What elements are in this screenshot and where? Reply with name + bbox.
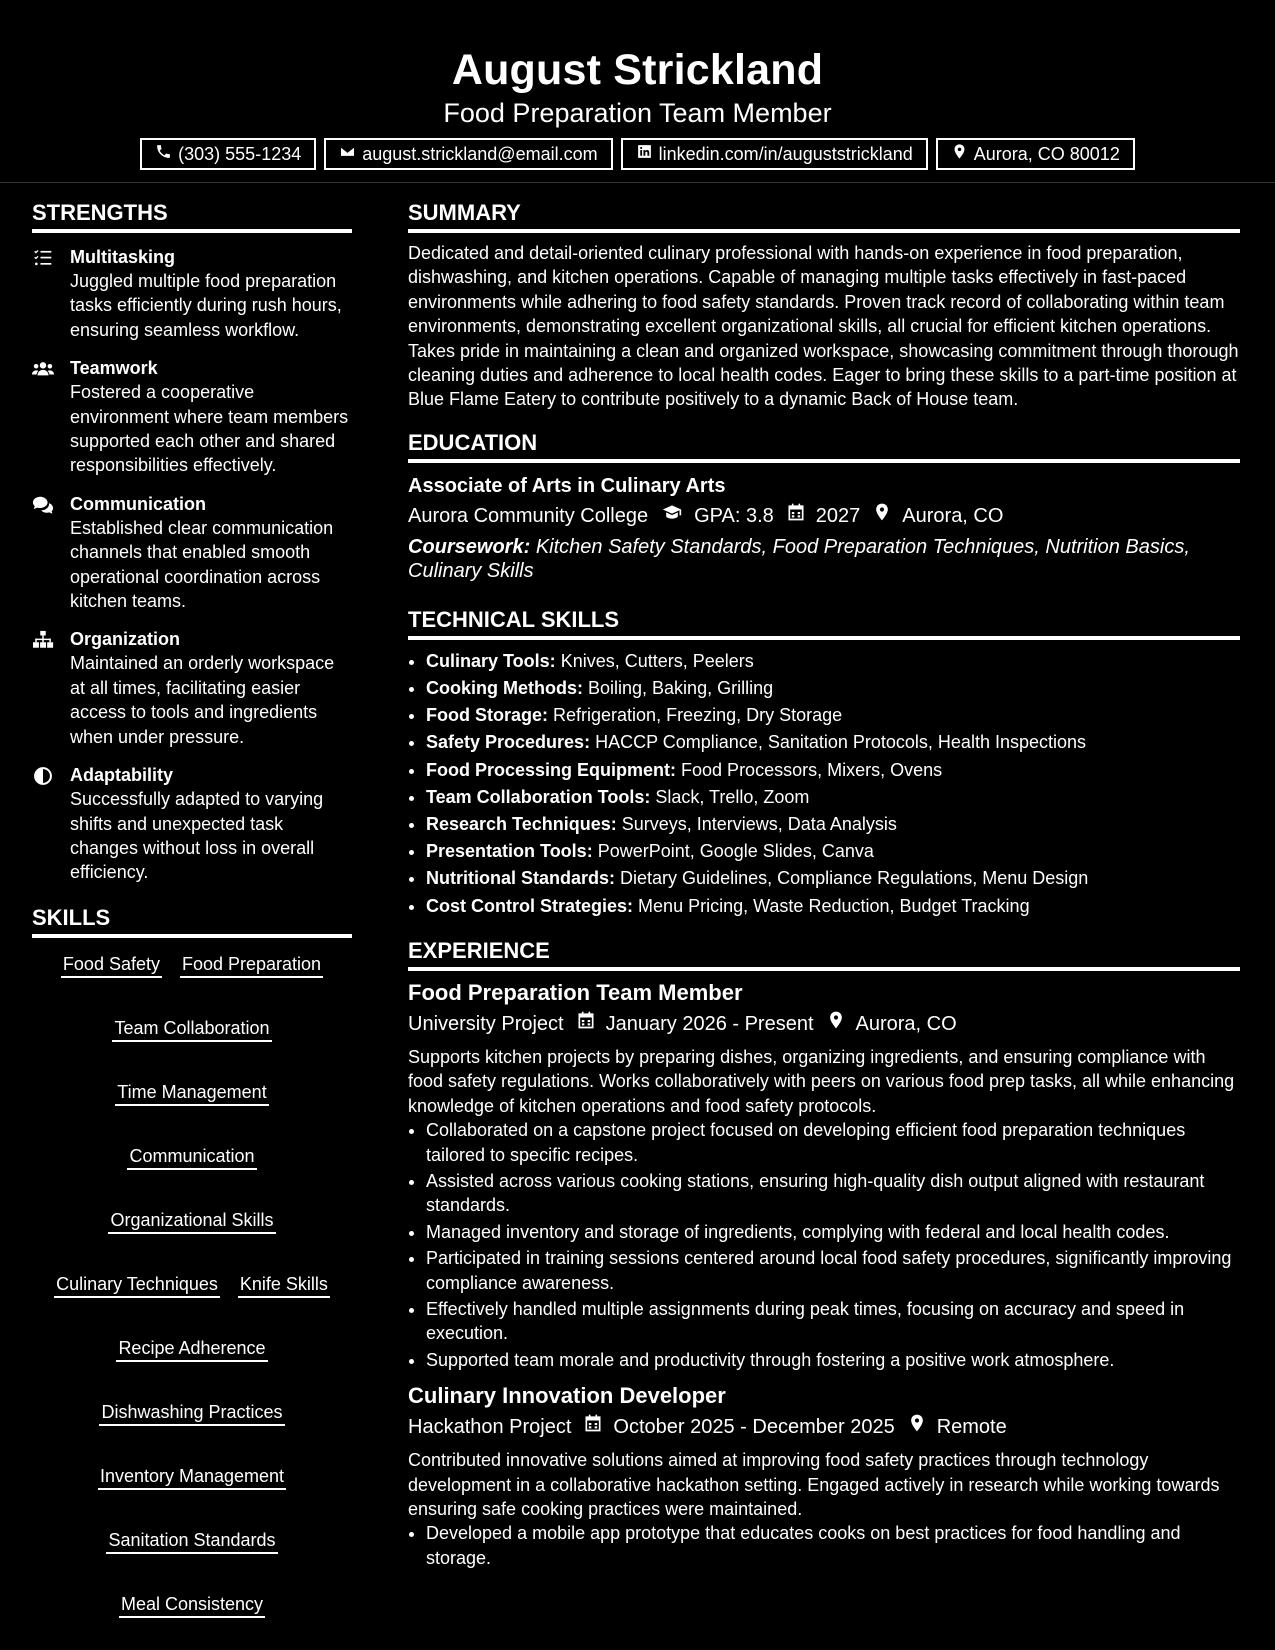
skill-tag: Dishwashing Practices (99, 1400, 284, 1426)
header-divider (0, 182, 1275, 183)
strength-title: Adaptability (70, 765, 174, 786)
skill-values: Slack, Trello, Zoom (655, 786, 810, 807)
skill-tag: Communication (127, 1144, 256, 1170)
skill-category: Cost Control Strategies: (426, 895, 634, 916)
contact-linkedin[interactable] (621, 138, 928, 170)
strengths-heading: STRENGTHS (32, 198, 352, 233)
skill-category: Research Techniques: (426, 814, 617, 835)
sitemap-icon (32, 627, 70, 749)
graduation-cap-icon (648, 501, 694, 531)
job-location: Aurora, CO (855, 1012, 957, 1035)
strength-item (32, 763, 352, 885)
summary-text: Dedicated and detail-oriented culinary professional with hands-on experience in food preparation, dishwashing, and kitchen operations. Capable of managing multiple tasks effectively in fast-paced environments while adhering to food safety standards. Proven track record of collaborating within team environments, demonstrating excellent organizational skills, all crucial for efficient kitchen operations. Takes pride in maintaining a clean and organized workspace, showcasing commitment through thorough cleaning duties and adherence to local health codes. Eager to bring these skills to a part-time position at Blue Flame Eatery to contribute positively to a dynamic Back of House team. (408, 243, 1239, 410)
skill-values: Surveys, Interviews, Data Analysis (621, 814, 897, 835)
location-icon (895, 1412, 937, 1442)
contact-location-text: Aurora, CO 80012 (973, 144, 1120, 164)
strength-item (32, 356, 352, 478)
strengths-list (32, 245, 352, 885)
list-item (426, 865, 1240, 892)
candidate-role: Food Preparation Team Member (443, 98, 832, 128)
skill-category: Presentation Tools: (426, 841, 593, 862)
strength-desc: Maintained an orderly workspace at all times, facilitating easier access to tools and ingredients when under pressure. (70, 653, 335, 747)
strength-title: Multitasking (70, 247, 176, 267)
candidate-name: August Strickland (451, 46, 824, 94)
skills-heading: SKILLS (32, 903, 352, 938)
checklist-icon (32, 245, 70, 342)
skill-category: Food Processing Equipment: (426, 759, 677, 780)
location-icon (951, 140, 968, 168)
users-icon (32, 356, 70, 478)
skill-values: PowerPoint, Google Slides, Canva (597, 841, 874, 862)
skill-category: Culinary Tools: (426, 650, 556, 671)
skill-tag: Team Collaboration (112, 1016, 271, 1042)
job-org: University Project (408, 1012, 564, 1035)
strength-desc: Juggled multiple food preparation tasks efficiently during rush hours, ensuring seamless workflow. (70, 271, 342, 340)
strength-title: Organization (70, 629, 181, 650)
skill-category: Safety Procedures: (426, 732, 591, 753)
skill-category: Cooking Methods: (426, 678, 583, 699)
job-entry (408, 979, 1240, 1372)
skills-tags (32, 952, 352, 1618)
list-item (426, 893, 1240, 920)
strength-desc: Fostered a cooperative environment where team members supported each other and shared responsibilities effectively. (70, 382, 349, 476)
email-icon (339, 140, 356, 168)
strength-desc: Established clear communication channels that enabled smooth operational coordination across kitchen teams. (70, 517, 334, 612)
skill-tag: Food Preparation (180, 952, 323, 978)
strength-desc: Successfully adapted to varying shifts and unexpected task changes without loss in overall efficiency. (70, 789, 324, 883)
coursework-list: Kitchen Safety Standards, Food Preparation Techniques, Nutrition Basics, Culinary Skills (408, 535, 1190, 582)
skill-tag: Knife Skills (238, 1272, 330, 1298)
skill-values: Knives, Cutters, Peelers (560, 650, 754, 671)
list-item: • Participated in training sessions centered around local food safety procedures, significantly improving compliance awareness. (426, 1246, 1240, 1295)
skill-values: Dietary Guidelines, Compliance Regulations, Menu Design (620, 868, 1089, 889)
strength-item (32, 492, 352, 614)
list-item (426, 784, 1240, 811)
job-title: Culinary Innovation Developer (408, 1383, 726, 1409)
skill-values: Refrigeration, Freezing, Dry Storage (553, 705, 843, 726)
calendar-icon (571, 1412, 613, 1442)
job-meta (408, 1412, 1240, 1442)
strength-item (32, 627, 352, 749)
education-gpa: GPA: 3.8 (694, 504, 774, 527)
contact-email-text: august.strickland@email.com (362, 144, 598, 164)
skill-values: Food Processors, Mixers, Ovens (681, 759, 943, 780)
skill-tag: Sanitation Standards (106, 1528, 277, 1554)
skill-tag: Food Safety (61, 952, 162, 978)
contact-location[interactable] (936, 138, 1135, 170)
skill-tag: Time Management (115, 1080, 268, 1106)
education-degree: Associate of Arts in Culinary Arts (408, 474, 726, 497)
calendar-icon (564, 1009, 606, 1039)
education-meta (408, 501, 1240, 531)
location-icon (860, 501, 902, 531)
technical-skills-heading: TECHNICAL SKILLS (408, 605, 1240, 640)
list-item (426, 702, 1240, 729)
job-location: Remote (936, 1416, 1007, 1439)
list-item: • Supported team morale and productivity through fostering a positive work atmosphere. (426, 1348, 1240, 1372)
calendar-icon (774, 501, 816, 531)
job-description: Contributed innovative solutions aimed at improving food safety practices through technology development in a collaborative hackathon setting. Engaged actively in research while working towards ensuring safe cooking practices were maintained. (408, 1450, 1220, 1519)
job-meta (408, 1009, 1240, 1039)
list-item: • Managed inventory and storage of ingredients, complying with federal and local health codes. (426, 1220, 1240, 1244)
list-item: • Assisted across various cooking stations, ensuring high-quality dish output aligned with restaurant standards. (426, 1169, 1240, 1218)
skill-values: HACCP Compliance, Sanitation Protocols, Health Inspections (595, 732, 1087, 753)
resume-header (0, 0, 1275, 183)
list-item (426, 675, 1240, 702)
list-item (426, 757, 1240, 784)
skill-values: Menu Pricing, Waste Reduction, Budget Tracking (638, 895, 1030, 916)
education-year: 2027 (815, 504, 861, 527)
skill-category: Food Storage: (426, 705, 548, 726)
job-dates: January 2026 - Present (605, 1012, 814, 1035)
education-location: Aurora, CO (902, 504, 1004, 527)
skill-values: Boiling, Baking, Grilling (588, 678, 774, 699)
education-heading: EDUCATION (408, 428, 1240, 463)
left-column (32, 198, 352, 1618)
job-bullets (408, 1521, 1240, 1570)
list-item: • Developed a mobile app prototype that educates cooks on best practices for food handling and storage. (426, 1521, 1240, 1570)
strength-title: Communication (70, 493, 207, 514)
list-item (426, 648, 1240, 675)
list-item (426, 729, 1240, 756)
job-description: Supports kitchen projects by preparing dishes, organizing ingredients, and ensuring compliance with food safety regulations. Works collaboratively with peers on various food prep tasks, all while enhancing knowledge of kitchen operations and food safety protocols. (408, 1046, 1235, 1116)
list-item (426, 838, 1240, 865)
strength-title: Teamwork (70, 358, 158, 379)
job-title: Food Preparation Team Member (408, 979, 743, 1005)
skill-category: Team Collaboration Tools: (426, 786, 651, 807)
list-item (426, 811, 1240, 838)
location-icon (814, 1009, 856, 1039)
education-coursework (408, 535, 1240, 583)
skill-tag: Culinary Techniques (54, 1272, 220, 1298)
contact-phone[interactable] (140, 138, 316, 170)
skill-tag: Organizational Skills (108, 1208, 275, 1234)
contact-email[interactable] (324, 138, 612, 170)
skill-tag: Inventory Management (98, 1464, 286, 1490)
comments-icon (32, 492, 70, 614)
right-column (408, 198, 1240, 1572)
list-item: • Collaborated on a capstone project focused on developing efficient food preparation techniques tailored to specific recipes. (426, 1118, 1240, 1167)
summary-heading: SUMMARY (408, 198, 1240, 233)
phone-icon (155, 140, 172, 168)
experience-heading: EXPERIENCE (408, 936, 1240, 971)
strength-item (32, 245, 352, 342)
technical-skills-list (408, 648, 1240, 920)
coursework-label: Coursework: (408, 535, 531, 558)
job-dates: October 2025 - December 2025 (613, 1416, 895, 1439)
contact-phone-text: (303) 555-1234 (178, 144, 302, 164)
education-school: Aurora Community College (408, 504, 649, 527)
linkedin-icon (636, 140, 653, 168)
skill-category: Nutritional Standards: (426, 868, 616, 889)
job-entry (408, 1382, 1240, 1570)
list-item: • Effectively handled multiple assignments during peak times, focusing on accuracy and speed in execution. (426, 1297, 1240, 1346)
job-bullets (408, 1118, 1240, 1372)
contact-linkedin-text: linkedin.com/in/auguststrickland (658, 144, 913, 164)
half-circle-icon (32, 763, 70, 885)
skill-tag: Recipe Adherence (116, 1336, 267, 1362)
contact-bar (0, 138, 1275, 170)
skill-tag: Meal Consistency (119, 1592, 265, 1618)
job-org: Hackathon Project (408, 1416, 572, 1439)
